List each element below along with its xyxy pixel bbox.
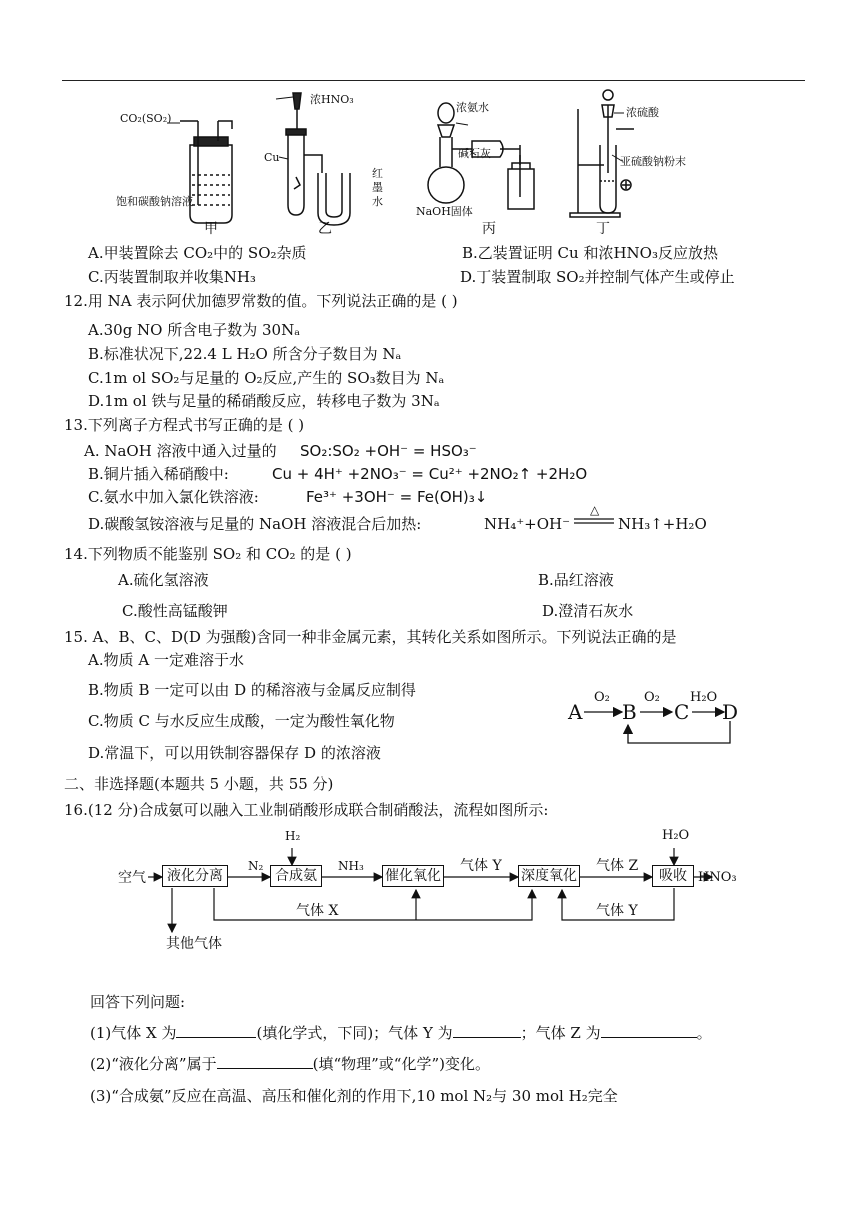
q13-option-a-text: A. NaOH 溶液中通入过量的 <box>84 442 277 460</box>
q16-part-1-c: ；气体 Z 为 <box>520 1024 601 1042</box>
q15-option-b: B.物质 B 一定可以由 D 的稀溶液与金属反应制得 <box>88 681 416 699</box>
q14-option-c: C.酸性高锰酸钾 <box>122 602 228 620</box>
q15-option-d: D.常温下，可以用铁制容器保存 D 的浓溶液 <box>88 744 381 762</box>
q14-option-a: A.硫化氢溶液 <box>118 571 209 589</box>
ding-stand <box>570 109 620 217</box>
flow-nh3-label: NH₃ <box>338 859 364 873</box>
header-rule <box>62 80 805 81</box>
q16-part-3: (3)“合成氨”反应在高温、高压和催化剂的作用下,10 mol N₂与 30 mol H₂完全 <box>90 1087 618 1105</box>
q13-option-a-equation: SO₂:SO₂ +OH⁻ = HSO₃⁻ <box>300 442 477 460</box>
section-2-heading: 二、非选择题(本题共 5 小题，共 55 分) <box>64 775 334 793</box>
q16-stem: 16.(12 分)合成氨可以融入工业制硝酸形成联合制硝酸法，流程如图所示: <box>64 801 549 819</box>
q16-part-1-a: (1)气体 X 为 <box>90 1024 177 1042</box>
flow-air-label: 空气 <box>118 870 146 886</box>
jia-gas-label: CO₂(SO₂) <box>120 112 172 125</box>
yi-ink-label-1: 红 <box>372 167 383 180</box>
q15-node-a: A <box>568 700 583 724</box>
q13-stem: 13.下列离子方程式书写正确的是 ( ) <box>64 416 305 434</box>
q15-reagent-3: H₂O <box>690 690 718 705</box>
q15-node-d: D <box>722 700 739 724</box>
q12-option-a: A.30g NO 所含电子数为 30Nₐ <box>88 321 301 339</box>
q11-option-a: A.甲装置除去 CO₂中的 SO₂杂质 <box>88 244 307 262</box>
bing-caption: 丙 <box>482 221 496 237</box>
yi-metal-label: Cu <box>264 151 280 164</box>
yi-acid-label: 浓HNO₃ <box>310 93 354 106</box>
flow-box-synthesis: 合成氨 <box>270 865 322 887</box>
gas-y-answer-blank[interactable] <box>453 1023 521 1038</box>
bing-lime-label: 碱石灰 <box>458 147 491 160</box>
q14-stem: 14.下列物质不能鉴别 SO₂ 和 CO₂ 的是 ( ) <box>64 545 352 563</box>
q13-option-b-text: B.铜片插入稀硝酸中: <box>88 465 229 483</box>
q16-part-1 <box>90 1023 712 1043</box>
q12-option-b: B.标准状况下,22.4 L H₂O 所含分子数目为 Nₐ <box>88 345 402 363</box>
flow-gas-y-return-label: 气体 Y <box>596 903 638 919</box>
ding-powder-label: 亚硫酸钠粉末 <box>620 155 686 168</box>
flow-box-absorption: 吸收 <box>652 865 694 887</box>
gas-x-answer-blank[interactable] <box>176 1023 256 1038</box>
q13-option-d-eq-left: NH₄⁺+OH⁻ <box>484 515 571 533</box>
bing-ammonia-label: 浓氨水 <box>456 101 489 114</box>
bing-flask <box>428 167 464 203</box>
q15-option-c: C.物质 C 与水反应生成酸，一定为酸性氧化物 <box>88 712 395 730</box>
q16-part-2-b: (填“物理”或“化学”)变化。 <box>312 1055 490 1073</box>
q13-option-b-equation: Cu + 4H⁺ +2NO₃⁻ = Cu²⁺ +2NO₂↑ +2H₂O <box>272 465 588 483</box>
q16-answer-intro: 回答下列问题: <box>90 993 186 1011</box>
q11-option-c: C.丙装置制取并收集NH₃ <box>88 268 256 286</box>
flow-gas-z-label: 气体 Z <box>596 858 639 874</box>
jia-caption: 甲 <box>204 221 218 237</box>
q16-part-1-d: 。 <box>696 1024 712 1042</box>
q16-part-1-b: (填化学式，下同)；气体 Y 为 <box>256 1024 453 1042</box>
flow-box-separation: 液化分离 <box>162 865 228 887</box>
flow-box-deep-oxidation: 深度氧化 <box>518 865 580 887</box>
flow-hno3-label: HNO₃ <box>698 870 737 885</box>
flow-gas-y-label: 气体 Y <box>460 858 502 874</box>
q13-option-c-text: C.氨水中加入氯化铁溶液: <box>88 488 259 506</box>
yi-ink-label-2: 墨 <box>372 181 383 194</box>
q11-option-b: B.乙装置证明 Cu 和浓HNO₃反应放热 <box>462 244 718 262</box>
separation-type-answer-blank[interactable] <box>217 1054 313 1069</box>
ding-caption: 丁 <box>596 221 610 237</box>
q15-option-a: A.物质 A 一定难溶于水 <box>88 651 244 669</box>
jia-bottle <box>190 145 232 223</box>
q15-reagent-2: O₂ <box>644 690 660 705</box>
flow-h2o-label: H₂O <box>662 828 690 843</box>
flow-gas-x-label: 气体 X <box>296 903 339 919</box>
jia-stopper <box>194 137 228 146</box>
bing-bottle <box>508 169 534 209</box>
jia-solution-label: 饱和碳酸钠溶液 <box>116 195 193 208</box>
flow-box-catalytic-oxidation: 催化氧化 <box>382 865 444 887</box>
bing-solid-label: NaOH固体 <box>416 205 473 218</box>
q12-stem: 12.用 NA 表示阿伏加德罗常数的值。下列说法正确的是 ( ) <box>64 292 458 310</box>
q14-option-b: B.品红溶液 <box>538 571 614 589</box>
yi-ink-label-3: 水 <box>372 195 383 208</box>
q11-option-d: D.丁装置制取 SO₂并控制气体产生或停止 <box>460 268 735 286</box>
yi-caption: 乙 <box>318 221 332 237</box>
q12-option-c: C.1m ol SO₂与足量的 O₂反应,产生的 SO₃数目为 Nₐ <box>88 369 445 387</box>
q12-option-d: D.1m ol 铁与足量的稀硝酸反应，转移电子数为 3Nₐ <box>88 392 440 410</box>
q13-option-c-equation: Fe³⁺ +3OH⁻ = Fe(OH)₃↓ <box>306 488 488 506</box>
ding-acid-label: 浓硫酸 <box>626 106 659 119</box>
flow-other-gas-label: 其他气体 <box>166 936 222 952</box>
q13-option-d-text: D.碳酸氢铵溶液与足量的 NaOH 溶液混合后加热: <box>88 515 422 533</box>
q13-option-d-eq-right: NH₃↑+H₂O <box>618 515 707 533</box>
q13-equals-sign <box>572 516 616 526</box>
yi-testtube <box>288 133 304 215</box>
q16-part-2-a: (2)“液化分离”属于 <box>90 1055 217 1073</box>
q15-stem: 15. A、B、C、D(D 为强酸)含同一种非金属元素，其转化关系如图所示。下列说法正确的是 <box>64 628 677 646</box>
gas-z-answer-blank[interactable] <box>601 1023 697 1038</box>
flow-h2-label: H₂ <box>285 829 301 843</box>
q15-node-c: C <box>674 700 690 724</box>
q13-option-d-condition: △ <box>590 503 600 517</box>
q15-node-b: B <box>622 700 637 724</box>
q15-reagent-1: O₂ <box>594 690 610 705</box>
q14-option-d: D.澄清石灰水 <box>542 602 634 620</box>
flow-n2-label: N₂ <box>248 859 264 873</box>
q16-part-2 <box>90 1054 490 1074</box>
